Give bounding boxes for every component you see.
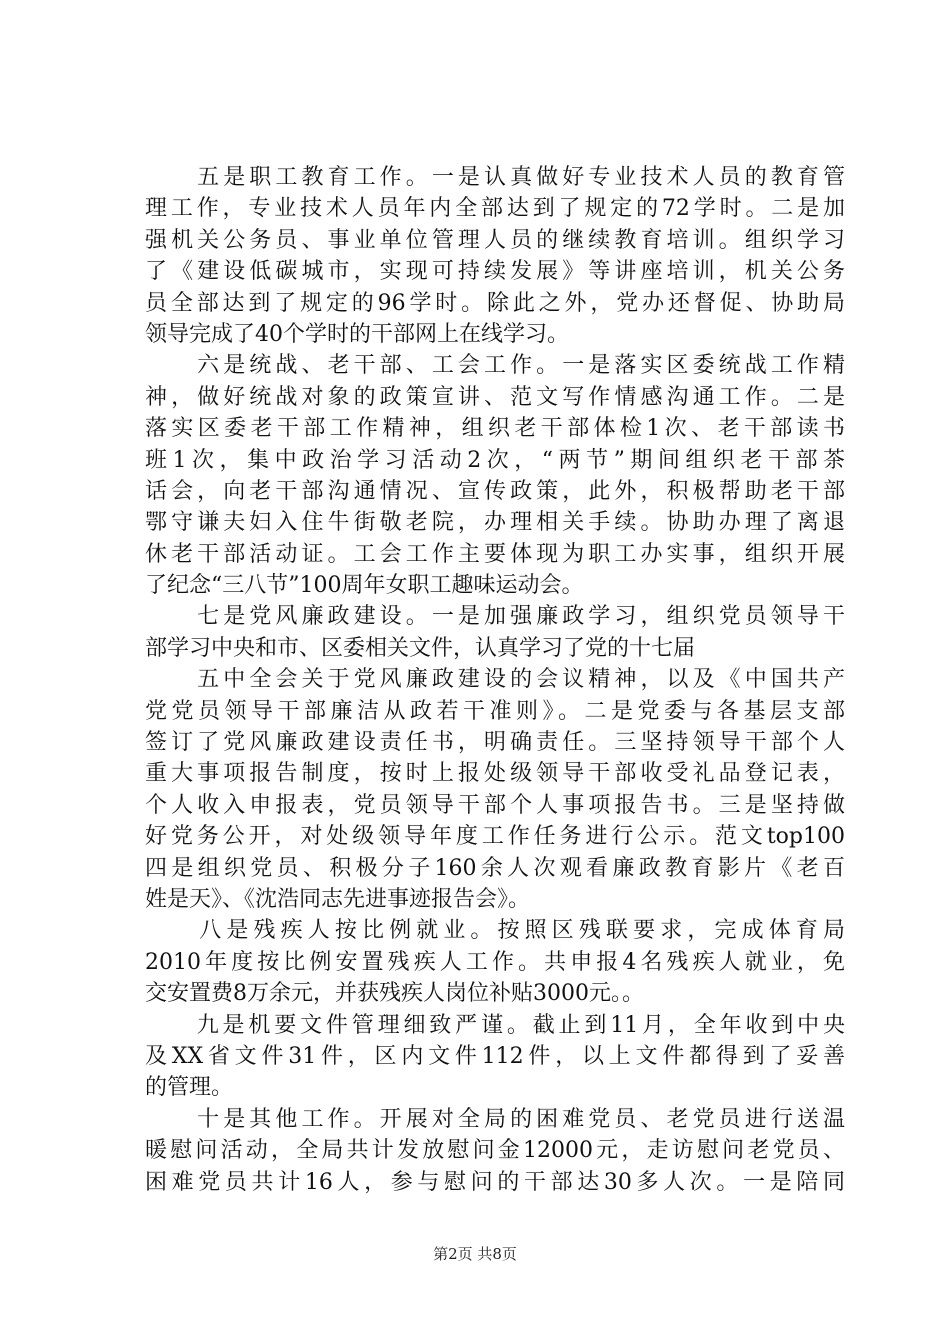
text-line: 交安置费8万余元，并获残疾人岗位补贴3000元。。 [145,981,644,1007]
text-line: 员全部达到了规定的96学时。除此之外，党办还督促、协助局 [145,290,845,316]
text-line: 重大事项报告制度，按时上报处级领导干部收受礼品登记表， [145,761,845,787]
text-line: 姓是天》、《沈浩同志先进事迹报告会》。 [145,886,531,912]
text-line: 休老干部活动证。工会工作主要体现为职工办实事，组织开展 [145,541,845,567]
text-line: 话会，向老干部沟通情况、宣传政策，此外，积极帮助老干部 [145,478,845,504]
text-line: 个人收入申报表，党员领导干部个人事项报告书。三是坚持做 [145,792,845,818]
text-line: 2010年度按比例安置残疾人工作。共申报4名残疾人就业，免 [145,949,845,975]
text-line: 的管理。 [145,1075,234,1101]
text-line: 理工作，专业技术人员年内全部达到了规定的72学时。二是加 [145,196,845,222]
text-line: 暖慰问活动，全局共计发放慰问金12000元，走访慰问老党员、 [145,1138,845,1164]
text-line: 九是机要文件管理细致严谨。截止到11月，全年收到中央 [145,1012,845,1038]
text-line: 六是统战、老干部、工会工作。一是落实区委统战工作精 [145,353,845,379]
text-line: 困难党员共计16人，参与慰问的干部达30多人次。一是陪同 [145,1169,845,1195]
text-line: 好党务公开，对处级领导年度工作任务进行公示。范文top100 [145,824,845,850]
page-number: 第2页 共8页 [433,1245,517,1263]
text-line: 鄂守谦夫妇入住牛街敬老院，办理相关手续。协助办理了离退 [145,510,845,536]
text-line: 及XX省文件31件，区内文件112件，以上文件都得到了妥善 [145,1043,845,1069]
text-line: 五中全会关于党风廉政建设的会议精神，以及《中国共产 [145,667,845,693]
text-line: 七是党风廉政建设。一是加强廉政学习，组织党员领导干 [145,604,845,630]
text-line: 了《建设低碳城市，实现可持续发展》等讲座培训，机关公务 [145,259,845,285]
body-text [145,162,845,1198]
text-line: 八是残疾人按比例就业。按照区残联要求，完成体育局 [145,918,845,944]
text-line: 四是组织党员、积极分子160余人次观看廉政教育影片《老百 [145,855,845,881]
text-line: 领导完成了40个学时的干部网上在线学习。 [145,321,569,347]
text-line: 班1次，集中政治学习活动2次，“两节”期间组织老干部茶 [145,447,845,473]
text-line: 强机关公务员、事业单位管理人员的继续教育培训。组织学习 [145,227,845,253]
text-line: 五是职工教育工作。一是认真做好专业技术人员的教育管 [145,165,845,190]
text-line: 落实区委老干部工作精神，组织老干部体检1次、老干部读书 [145,416,845,442]
text-line: 部学习中央和市、区委相关文件，认真学习了党的十七届 [145,635,696,661]
text-line: 了纪念“三八节”100周年女职工趣味运动会。 [145,573,584,599]
text-line: 党党员领导干部廉洁从政若干准则》。二是党委与各基层支部 [145,698,845,724]
text-line: 签订了党风廉政建设责任书，明确责任。三坚持领导干部个人 [145,730,845,756]
text-line: 神，做好统战对象的政策宣讲、范文写作情感沟通工作。二是 [145,384,845,410]
text-line: 十是其他工作。开展对全局的困难党员、老党员进行送温 [145,1106,845,1132]
